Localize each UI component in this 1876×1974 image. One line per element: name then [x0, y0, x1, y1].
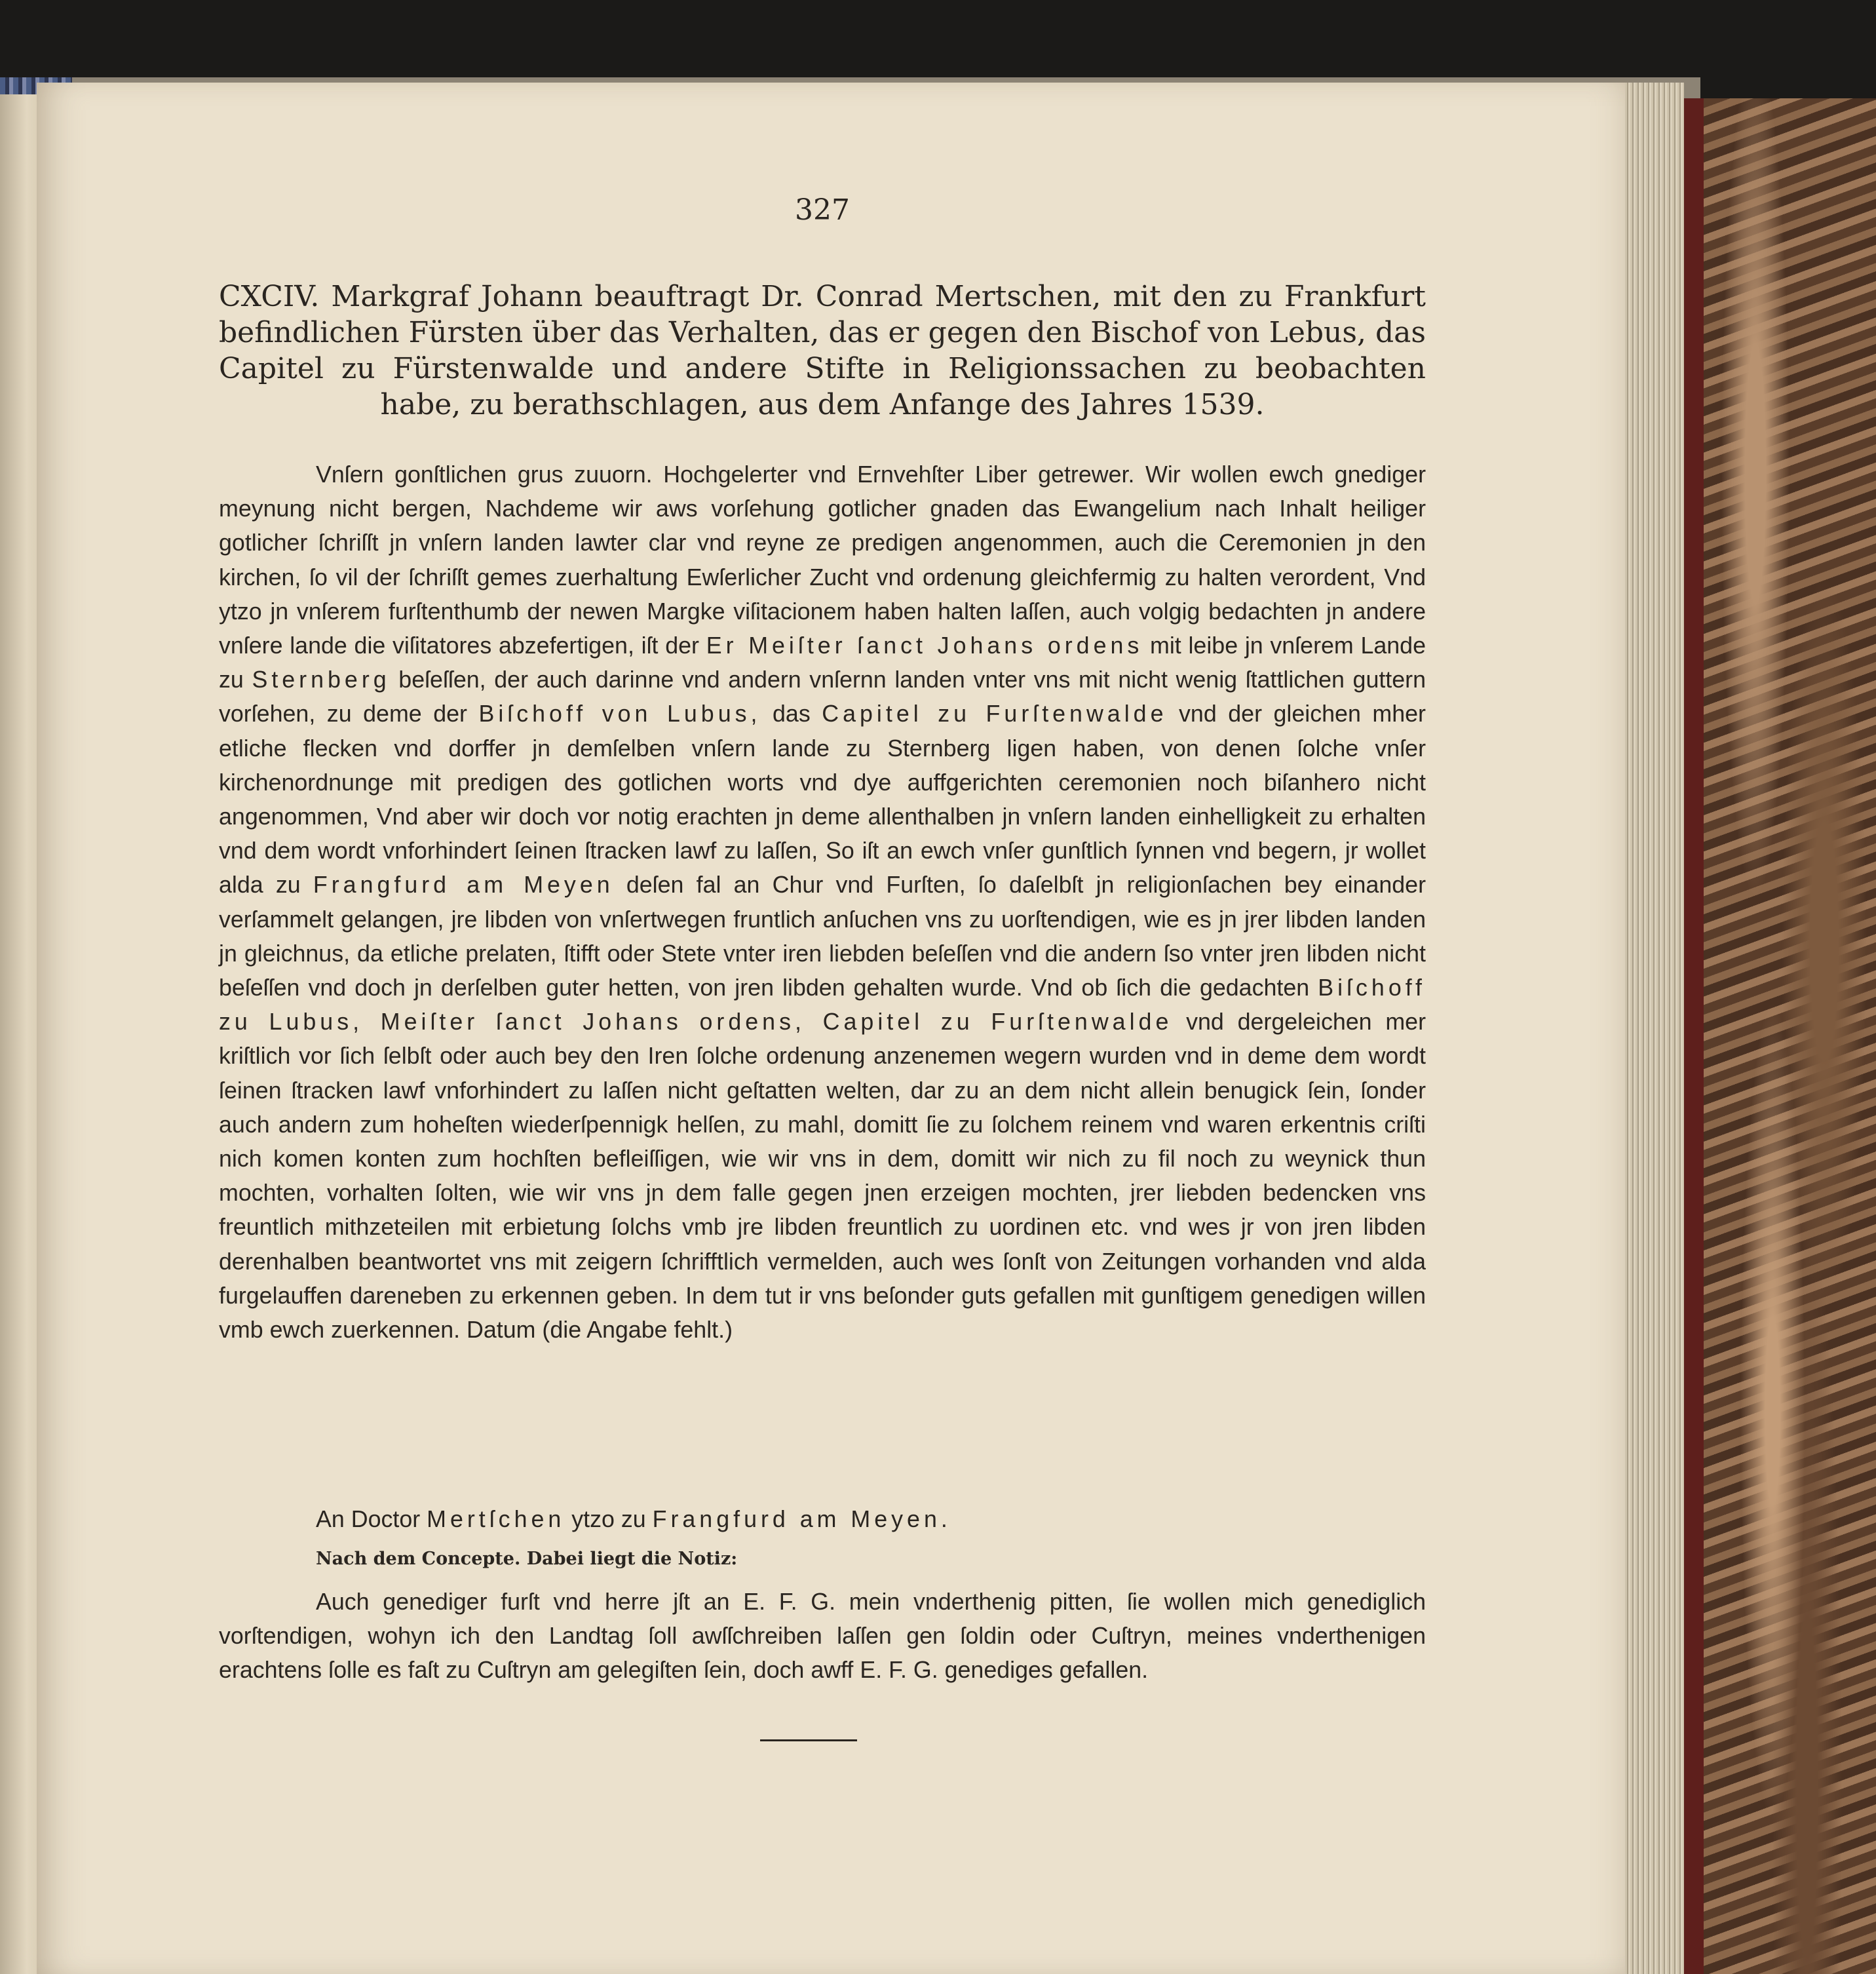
- spaced-name-1: Er Meiſter ſanct Johans ordens: [706, 632, 1143, 659]
- document-heading: [219, 279, 1426, 423]
- cover-spine-edge: [1684, 98, 1704, 1974]
- page-number: 327: [795, 193, 850, 227]
- document-number: CXCIV.: [219, 280, 320, 313]
- letter-body: [219, 457, 1426, 1347]
- note-label: Nach dem Concepte. Dabei liegt die Notiz:: [316, 1549, 738, 1569]
- spaced-name-4: Capitel zu Furſtenwalde: [822, 701, 1168, 727]
- note-body: Auch genediger furſt vnd herre jſt an E. F. G. mein vnderthenig pitten, ſie wollen mich genediglich vorſtendigen, wohyn ich den Landtag ſoll awſſchreiben laſſen gen ſoldin oder Cuſtryn, meines vnderthenigen erachtens ſolle es faſt zu Cuſtryn am gelegiſten ſein, doch awff E. F. G. genediges gefallen.: [219, 1589, 1426, 1683]
- book-page: [37, 83, 1625, 1974]
- end-rule: [760, 1739, 857, 1741]
- heading-text: Markgraf Johann beauftragt Dr. Conrad Mertschen, mit den zu Frankfurt befindlichen Fürsten über das Verhalten, das er gegen den Bischof von Lebus, das Capitel zu Fürstenwalde und andere Stifte in Religionssachen zu beobachten habe, zu berathschlagen, aus dem Anfange des Jahres 1539.: [219, 280, 1426, 421]
- page-edges: [1625, 83, 1684, 1974]
- body-text-7: vnd dergeleichen mer kriſtlich vor ſich ſelbſt oder auch bey den Iren ſolche ordenung anzenemen wegern wurden vnd in deme dem wordt ſeinen ſtracken lawf vnforhindert zu laſſen nicht geſtatten welten, dar zu an dem nicht allein benugick ſein, ſonder auch andern zum hoheſten wiederſpennigk helſen, zu mahl, domitt ſie zu ſolchem reinem vnd waren erkentnis criſti nich komen konten zum hochſten befleiſſigen, wie wir vns in dem, domitt wir nich zu fil noch zu weynick thun mochten, vorhalten ſolten, wie wir vns jn dem falle gegen jnen erzeigen mochten, jrer liebden bedencken vns freuntlich mithzeteilen mit erbietung ſolchs vmb jre libden freuntlich zu uordinen etc. vnd wes jr von jren libden derenhalben beantwortet vns mit zeigern ſchrifftlich vermelden, auch wes ſonſt von Zeitungen vorhanden vnd alda furgelauffen dareneben zu erkennen geben. In dem tut ir vns beſonder guts gefallen mit gunſtigem genedigen willen vmb ewch zuerkennen. Datum (die Angabe fehlt.): [219, 1009, 1426, 1344]
- body-text-3: beſeſſen, der auch darinne vnd andern vnſernn landen vnter vns mit nicht wenig ſtattlichen guttern vorſehen, zu deme der: [219, 667, 1426, 727]
- marbled-cover: [1704, 98, 1876, 1974]
- spaced-name-5: Frangfurd am Meyen: [313, 872, 614, 899]
- address-name: Mertſchen: [427, 1506, 565, 1532]
- spaced-name-2: Sternberg: [252, 667, 391, 693]
- body-text-2: mit leibe jn vnſerem Lande zu: [219, 632, 1426, 693]
- body-text-4: das: [773, 701, 811, 727]
- body-text-5: vnd der gleichen mher etliche flecken vnd dorffer jn demſelben vnſern lande zu Sternberg ligen haben, von denen ſolche vnſer kirchenordnunge mit predigen des gotlichen worts vnd dye auffgerichten ceremonien noch biſanhero nicht angenommen, Vnd aber wir doch vor notig erachten jn deme allenthalben jn vnſern landen einhelligkeit zu erhalten vnd dem wordt vnforhindert ſeinen ſtracken lawf zu laſſen, So iſt an ewch vnſer gunſtlich ſynnen vnd begern, jr wollet alda zu: [219, 701, 1426, 899]
- page-text-block: [219, 83, 1426, 1974]
- address-place: Frangfurd am Meyen.: [652, 1506, 951, 1532]
- letter-address: [316, 1502, 1426, 1536]
- body-text-1: Vnſern gonſtlichen grus zuuorn. Hochgelerter vnd Ernvehſter Liber getrewer. Wir wollen ewch gnediger meynung nicht bergen, Nachdeme wir aws vorſehung gotlicher gnaden das Ewangelium nach Inhalt heiliger gotlicher ſchriſſt jn vnſern landen lawter clar vnd reyne ze predigen angenommen, auch die Ceremonien jn den kirchen, ſo vil der ſchriſſt gemes zuerhaltung Ewſerlicher Zucht vnd ordenung gleichfermig zu halten verordent, Vnd ytzo jn vnſerem furſtenthumb der newen Margke viſitacionem haben halten laſſen, auch volgig bedachten jn andere vnſere lande die viſitatores abzefertigen, iſt der: [219, 461, 1426, 659]
- spaced-name-3: Biſchoff von Lubus,: [478, 701, 761, 727]
- spaced-name-6: Biſchoff zu Lubus, Meiſter ſanct Johans ordens, Capitel zu Furſtenwalde: [219, 975, 1426, 1035]
- body-text-6: deſen fal an Chur vnd Furſten, ſo daſelbſt jn religionſachen bey einander verſammelt gelangen, jre libden von vnſertwegen fruntlich anſuchen vns zu uorſtendigen, wie es jn jrer libden landen jn gleichnus, da etliche prelaten, ſtifft oder Stete vnter iren liebden beſeſſen vnd die andern ſso vnter jren libden nicht beſeſſen vnd doch jn derſelben guter hetten, von jren libden gehalten wurde. Vnd ob ſich die gedachten: [219, 872, 1426, 1001]
- address-middle: ytzo zu: [571, 1506, 646, 1532]
- address-prefix: An Doctor: [316, 1506, 421, 1532]
